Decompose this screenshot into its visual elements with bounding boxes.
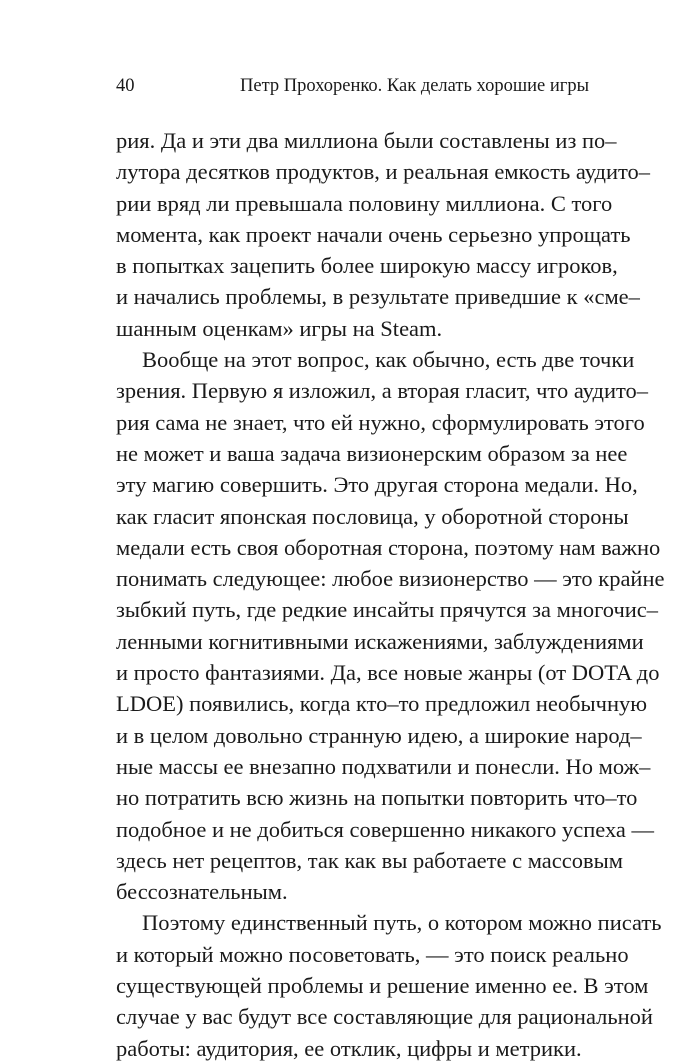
text-line: зыбкий путь, где редкие инсайты прячутся за многочис– xyxy=(116,597,659,623)
text-line: рии вряд ли превышала половину миллиона. С того xyxy=(116,190,613,216)
page-number: 40 xyxy=(116,76,135,96)
text-line: шанным оценкам» игры на Steam. xyxy=(116,315,443,341)
text-line: работы: аудитория, ее отклик, цифры и метрики. xyxy=(116,1035,582,1061)
text-line: зрения. Первую я изложил, а вторая гласит, что аудито– xyxy=(116,378,649,404)
text-line: понимать следующее: любое визионерство — это крайне xyxy=(116,566,665,592)
text-line: подобное и не добиться совершенно никакого успеха — xyxy=(116,816,655,842)
paragraph-1 xyxy=(116,125,651,344)
text-line: LDOE) появились, когда кто–то предложил необычную xyxy=(116,691,648,717)
text-line: в попытках зацепить более широкую массу игроков, xyxy=(116,253,618,279)
text-line: эту магию совершить. Это другая сторона медали. Но, xyxy=(116,472,638,498)
text-line: момента, как проект начали очень серьезно упрощать xyxy=(116,221,631,247)
text-line: ные массы ее внезапно подхватили и понесли. Но мож– xyxy=(116,753,651,779)
text-line: существующей проблемы и решение именно ее. В этом xyxy=(116,973,649,999)
text-line: и который можно посоветовать, — это поиск реально xyxy=(116,941,629,967)
text-line: и просто фантазиями. Да, все новые жанры (от DOTA до xyxy=(116,660,660,686)
paragraph-2 xyxy=(116,344,665,907)
text-line: лутора десятков продуктов, и реальная емкость аудито– xyxy=(116,159,651,185)
text-line: но потратить всю жизнь на попытки повторить что–то xyxy=(116,785,638,811)
text-line: как гласит японская пословица, у оборотной стороны xyxy=(116,503,629,529)
text-line: здесь нет рецептов, так как вы работаете с массовым xyxy=(116,847,623,873)
body-text xyxy=(116,125,665,1064)
text-line: случае у вас будут все составляющие для рациональной xyxy=(116,1004,653,1030)
text-line: рия. Да и эти два миллиона были составлены из по– xyxy=(116,128,617,153)
text-line: Поэтому единственный путь, о котором можно писать xyxy=(142,910,662,936)
text-line: не может и ваша задача визионерским образом за нее xyxy=(116,440,628,466)
text-line: рия сама не знает, что ей нужно, сформулировать этого xyxy=(116,409,645,435)
text-line: бессознательным. xyxy=(116,879,288,905)
paragraph-3 xyxy=(116,907,662,1063)
running-title: Петр Прохоренко. Как делать хорошие игры xyxy=(240,76,589,96)
running-head xyxy=(116,74,589,98)
text-line: Вообще на этот вопрос, как обычно, есть две точки xyxy=(142,347,635,373)
text-line: и начались проблемы, в результате приведшие к «сме– xyxy=(116,284,640,310)
text-line: и в целом довольно странную идею, а широкие народ– xyxy=(116,722,642,748)
text-line: медали есть своя оборотная сторона, поэтому нам важно xyxy=(116,534,661,560)
text-line: ленными когнитивными искажениями, заблуждениями xyxy=(116,628,644,654)
